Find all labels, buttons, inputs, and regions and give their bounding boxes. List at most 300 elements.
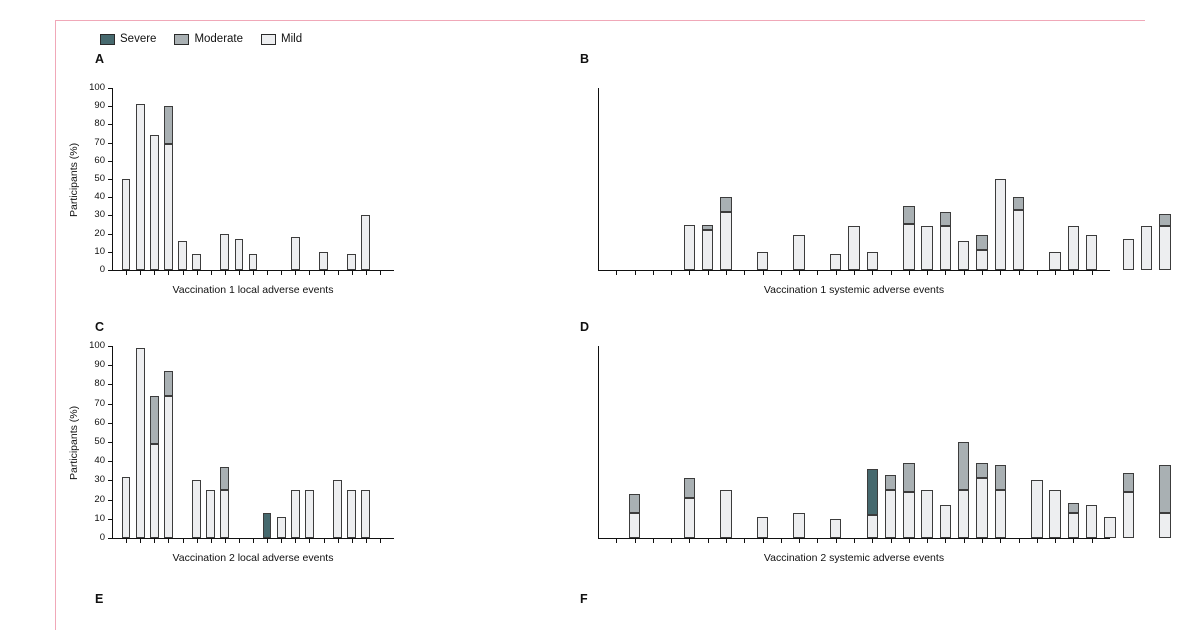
bar — [793, 235, 804, 270]
bar — [291, 490, 300, 538]
y-tick-label: 60 — [94, 416, 105, 428]
bar — [150, 396, 159, 538]
bar-segment-moderate — [1013, 197, 1024, 210]
x-tick — [927, 271, 928, 275]
x-axis-title-d: Vaccination 2 systemic adverse events — [763, 552, 945, 564]
x-tick — [211, 271, 212, 275]
bar-segment-mild — [903, 492, 914, 538]
x-tick — [1037, 539, 1038, 543]
x-tick — [183, 271, 184, 275]
x-tick — [309, 539, 310, 543]
x-tick — [817, 539, 818, 543]
bar — [940, 212, 951, 270]
legend-item — [100, 33, 156, 45]
panel-letter-b: B — [580, 52, 590, 66]
x-tick — [126, 271, 127, 275]
y-tick — [108, 252, 112, 253]
x-tick — [253, 271, 254, 275]
x-tick — [872, 271, 873, 275]
x-tick — [635, 539, 636, 543]
bar-segment-mild — [1104, 517, 1115, 538]
bar-segment-moderate — [903, 463, 914, 492]
bar-segment-mild — [921, 490, 932, 538]
bar — [629, 494, 640, 538]
y-tick-label: 50 — [94, 173, 105, 184]
x-tick — [891, 271, 892, 275]
x-tick — [380, 271, 381, 275]
bar-segment-mild — [903, 224, 914, 270]
panel-letter-f: F — [580, 592, 588, 606]
y-tick-label: 40 — [94, 455, 105, 467]
bar — [995, 179, 1006, 270]
y-tick — [108, 197, 112, 198]
y-tick — [108, 88, 112, 89]
y-tick — [108, 234, 112, 235]
x-tick — [267, 271, 268, 275]
bar-segment-mild — [192, 254, 201, 270]
bar-segment-mild — [830, 519, 841, 538]
x-tick — [1055, 539, 1056, 543]
x-tick — [781, 539, 782, 543]
bar-segment-mild — [220, 234, 229, 270]
bar — [164, 106, 173, 270]
x-tick — [817, 271, 818, 275]
bar-segment-mild — [150, 444, 159, 538]
bar-segment-mild — [333, 480, 342, 538]
bar-segment-mild — [1159, 513, 1170, 538]
x-tick — [1073, 271, 1074, 275]
y-tick-label: 20 — [94, 493, 105, 505]
bar — [150, 135, 159, 270]
y-tick-label: 0 — [99, 532, 105, 543]
bar — [347, 490, 356, 538]
bar-segment-mild — [1031, 480, 1042, 538]
bar-segment-moderate — [164, 106, 173, 144]
y-tick — [108, 423, 112, 424]
x-tick — [781, 271, 782, 275]
bar-segment-severe — [263, 513, 272, 538]
bar — [291, 237, 300, 270]
bar-segment-mild — [684, 498, 695, 538]
bar-segment-mild — [684, 225, 695, 271]
chart-legend — [100, 33, 302, 45]
y-tick — [108, 106, 112, 107]
bar — [1068, 503, 1079, 538]
y-tick — [108, 161, 112, 162]
x-tick — [183, 539, 184, 543]
bar — [1086, 505, 1097, 538]
plot-area-b — [598, 88, 1110, 270]
bar-segment-mild — [940, 226, 951, 270]
bar-segment-mild — [220, 490, 229, 538]
bar-segment-moderate — [940, 212, 951, 227]
bar-segment-mild — [1123, 492, 1134, 538]
y-tick — [108, 365, 112, 366]
bar-segment-mild — [720, 490, 731, 538]
bar-segment-mild — [830, 254, 841, 270]
bar-segment-moderate — [1159, 465, 1170, 513]
bar — [793, 513, 804, 538]
bar — [136, 104, 145, 270]
legend-swatch-mild — [261, 34, 276, 45]
bar-segment-mild — [347, 490, 356, 538]
bar-segment-moderate — [903, 206, 914, 224]
x-tick — [295, 271, 296, 275]
y-tick — [108, 215, 112, 216]
bar-segment-mild — [291, 237, 300, 270]
x-tick — [689, 271, 690, 275]
bar-segment-mild — [249, 254, 258, 270]
bar — [958, 442, 969, 538]
bar — [263, 513, 272, 538]
x-tick — [836, 271, 837, 275]
bar-segment-mild — [702, 230, 713, 270]
bar-segment-mild — [793, 235, 804, 270]
x-tick — [267, 539, 268, 543]
page-rule-left — [55, 20, 56, 630]
bar — [1159, 465, 1170, 538]
bar — [995, 465, 1006, 538]
bar-segment-mild — [277, 517, 286, 538]
y-tick — [108, 538, 112, 539]
bar-segment-mild — [757, 517, 768, 538]
legend-swatch-moderate — [174, 34, 189, 45]
y-tick — [108, 480, 112, 481]
plot-area-a — [112, 88, 394, 270]
x-tick — [854, 271, 855, 275]
panel-letter-d: D — [580, 320, 590, 334]
bar-segment-mild — [361, 215, 370, 270]
y-tick-label: 70 — [94, 397, 105, 409]
bar-segment-mild — [995, 490, 1006, 538]
x-tick — [154, 271, 155, 275]
bar-segment-moderate — [885, 475, 896, 490]
bar — [720, 490, 731, 538]
x-tick — [324, 271, 325, 275]
bar-segment-mild — [848, 226, 859, 270]
bar — [903, 463, 914, 538]
bar-segment-mild — [921, 226, 932, 270]
y-tick-label: 30 — [94, 209, 105, 221]
x-tick — [197, 539, 198, 543]
bar-segment-mild — [976, 250, 987, 270]
bar — [867, 252, 878, 270]
bar-segment-moderate — [1068, 503, 1079, 513]
bar — [1049, 252, 1060, 270]
y-axis-line — [112, 88, 113, 271]
bar — [757, 252, 768, 270]
bar-segment-mild — [1068, 226, 1079, 270]
x-tick — [309, 271, 310, 275]
x-tick — [945, 539, 946, 543]
y-axis-line — [598, 88, 599, 271]
bar-segment-mild — [305, 490, 314, 538]
x-tick — [763, 539, 764, 543]
x-tick — [909, 539, 910, 543]
bar-segment-moderate — [995, 465, 1006, 490]
y-tick-label: 90 — [94, 100, 105, 112]
bar — [333, 480, 342, 538]
legend-label: Mild — [281, 33, 303, 45]
plot-area-d — [598, 346, 1110, 538]
x-axis-title-c: Vaccination 2 local adverse events — [172, 552, 334, 564]
bar-segment-mild — [1013, 210, 1024, 270]
bar-segment-mild — [136, 348, 145, 538]
plot-area-c — [112, 346, 394, 538]
x-tick — [239, 271, 240, 275]
bar-segment-mild — [136, 104, 145, 270]
bar — [684, 225, 695, 271]
x-tick — [799, 271, 800, 275]
bar — [164, 371, 173, 538]
bar-segment-moderate — [976, 463, 987, 478]
bar-segment-mild — [757, 252, 768, 270]
x-tick — [225, 539, 226, 543]
y-tick — [108, 442, 112, 443]
x-tick — [708, 539, 709, 543]
bar-segment-mild — [206, 490, 215, 538]
bar-segment-mild — [720, 212, 731, 270]
y-tick — [108, 519, 112, 520]
y-tick — [108, 461, 112, 462]
bar-segment-mild — [122, 477, 131, 538]
bar — [1159, 214, 1170, 270]
bar — [192, 480, 201, 538]
bar-segment-moderate — [1123, 473, 1134, 492]
x-tick — [763, 271, 764, 275]
bar — [921, 490, 932, 538]
x-tick — [1092, 539, 1093, 543]
x-tick — [799, 539, 800, 543]
y-tick — [108, 270, 112, 271]
bar — [361, 215, 370, 270]
bar-segment-moderate — [976, 235, 987, 250]
bar — [921, 226, 932, 270]
x-tick — [239, 539, 240, 543]
y-tick-label: 100 — [89, 82, 105, 93]
x-tick — [1019, 539, 1020, 543]
y-tick-label: 0 — [99, 264, 105, 275]
x-tick — [744, 271, 745, 275]
y-axis-line — [112, 346, 113, 539]
bar — [720, 197, 731, 270]
bar-segment-mild — [629, 513, 640, 538]
bar-segment-moderate — [1159, 214, 1170, 227]
x-tick — [1092, 271, 1093, 275]
bar — [249, 254, 258, 270]
bar — [1031, 480, 1042, 538]
x-tick — [1019, 271, 1020, 275]
bar — [958, 241, 969, 270]
legend-label: Severe — [120, 33, 157, 45]
bar — [206, 490, 215, 538]
y-axis-title: Participants (%) — [68, 142, 80, 217]
bar — [1104, 517, 1115, 538]
y-tick-label: 40 — [94, 191, 105, 203]
x-tick — [253, 539, 254, 543]
bar — [122, 477, 131, 538]
y-tick-label: 70 — [94, 136, 105, 148]
bar — [830, 519, 841, 538]
bar — [305, 490, 314, 538]
bar-segment-mild — [793, 513, 804, 538]
y-tick-label: 20 — [94, 227, 105, 239]
bar-segment-moderate — [164, 371, 173, 396]
bar-segment-moderate — [150, 396, 159, 444]
legend-item — [174, 33, 243, 45]
bar — [1141, 226, 1152, 270]
bar-segment-mild — [958, 490, 969, 538]
x-tick — [927, 539, 928, 543]
bar-segment-mild — [1141, 226, 1152, 270]
bar-segment-mild — [1086, 235, 1097, 270]
y-tick-label: 30 — [94, 474, 105, 486]
bar — [1086, 235, 1097, 270]
x-tick — [653, 539, 654, 543]
y-tick-label: 90 — [94, 359, 105, 371]
bar-segment-mild — [150, 135, 159, 270]
x-tick — [1000, 271, 1001, 275]
bar — [757, 517, 768, 538]
x-tick — [338, 539, 339, 543]
bar-segment-mild — [361, 490, 370, 538]
x-tick — [168, 271, 169, 275]
bar — [1068, 226, 1079, 270]
bar-segment-mild — [976, 478, 987, 538]
y-tick — [108, 346, 112, 347]
bar — [1123, 239, 1134, 270]
bar-segment-mild — [347, 254, 356, 270]
y-tick-label: 10 — [94, 245, 105, 257]
x-tick — [1037, 271, 1038, 275]
legend-label: Moderate — [194, 33, 244, 45]
x-tick — [366, 271, 367, 275]
y-tick — [108, 124, 112, 125]
x-tick — [836, 539, 837, 543]
x-tick — [168, 539, 169, 543]
bar — [867, 469, 878, 538]
x-tick — [872, 539, 873, 543]
bar-segment-moderate — [958, 442, 969, 490]
x-tick — [281, 539, 282, 543]
bar — [347, 254, 356, 270]
bar-segment-mild — [319, 252, 328, 270]
bar — [319, 252, 328, 270]
x-tick — [671, 271, 672, 275]
x-axis-title-b: Vaccination 1 systemic adverse events — [763, 284, 945, 296]
bar — [940, 505, 951, 538]
bar — [235, 239, 244, 270]
x-tick — [380, 539, 381, 543]
x-tick — [909, 271, 910, 275]
x-tick — [140, 539, 141, 543]
bar-segment-mild — [940, 505, 951, 538]
bar-segment-mild — [958, 241, 969, 270]
x-tick — [616, 539, 617, 543]
bar-segment-moderate — [702, 225, 713, 230]
x-tick — [671, 539, 672, 543]
bar-segment-mild — [867, 515, 878, 538]
bar — [885, 475, 896, 538]
bar-segment-mild — [1049, 490, 1060, 538]
x-axis-title-a: Vaccination 1 local adverse events — [172, 284, 334, 296]
bar — [192, 254, 201, 270]
bar — [684, 478, 695, 538]
x-tick — [708, 271, 709, 275]
x-tick — [744, 539, 745, 543]
bar-segment-mild — [122, 179, 131, 270]
y-axis-line — [598, 346, 599, 539]
bar — [1013, 197, 1024, 270]
bar-segment-severe — [867, 469, 878, 515]
x-tick — [140, 271, 141, 275]
bar-segment-mild — [995, 179, 1006, 270]
x-tick — [225, 271, 226, 275]
x-tick — [726, 539, 727, 543]
x-tick — [653, 271, 654, 275]
x-tick — [1000, 539, 1001, 543]
x-tick — [295, 539, 296, 543]
x-tick — [1073, 539, 1074, 543]
x-tick — [211, 539, 212, 543]
y-tick-label: 50 — [94, 436, 105, 447]
bar — [1049, 490, 1060, 538]
bar-segment-mild — [235, 239, 244, 270]
bar — [136, 348, 145, 538]
y-tick-label: 10 — [94, 512, 105, 524]
y-tick — [108, 179, 112, 180]
bar-segment-mild — [291, 490, 300, 538]
x-tick — [982, 539, 983, 543]
x-tick — [964, 539, 965, 543]
bar-segment-mild — [192, 480, 201, 538]
bar-segment-moderate — [629, 494, 640, 513]
x-tick — [964, 271, 965, 275]
bar — [976, 235, 987, 270]
bar — [361, 490, 370, 538]
bar-segment-mild — [1068, 513, 1079, 538]
x-tick — [854, 539, 855, 543]
x-tick — [154, 539, 155, 543]
bar — [1123, 473, 1134, 538]
bar-segment-moderate — [684, 478, 695, 497]
y-tick — [108, 500, 112, 501]
bar — [903, 206, 914, 270]
panel-letter-e: E — [95, 592, 104, 606]
bar-segment-mild — [1086, 505, 1097, 538]
bar — [702, 225, 713, 271]
bar-segment-mild — [1159, 226, 1170, 270]
bar-segment-mild — [867, 252, 878, 270]
y-tick-label: 60 — [94, 154, 105, 166]
bar-segment-moderate — [720, 197, 731, 212]
bar-segment-mild — [885, 490, 896, 538]
bar-segment-moderate — [220, 467, 229, 490]
bar — [277, 517, 286, 538]
x-tick — [945, 271, 946, 275]
x-tick — [891, 539, 892, 543]
bar-segment-mild — [178, 241, 187, 270]
x-tick — [616, 271, 617, 275]
x-tick — [352, 539, 353, 543]
bar — [848, 226, 859, 270]
x-tick — [689, 539, 690, 543]
y-tick-label: 80 — [94, 118, 105, 130]
bar — [122, 179, 131, 270]
bar — [976, 463, 987, 538]
x-tick — [366, 539, 367, 543]
page-rule-top — [55, 20, 1145, 21]
